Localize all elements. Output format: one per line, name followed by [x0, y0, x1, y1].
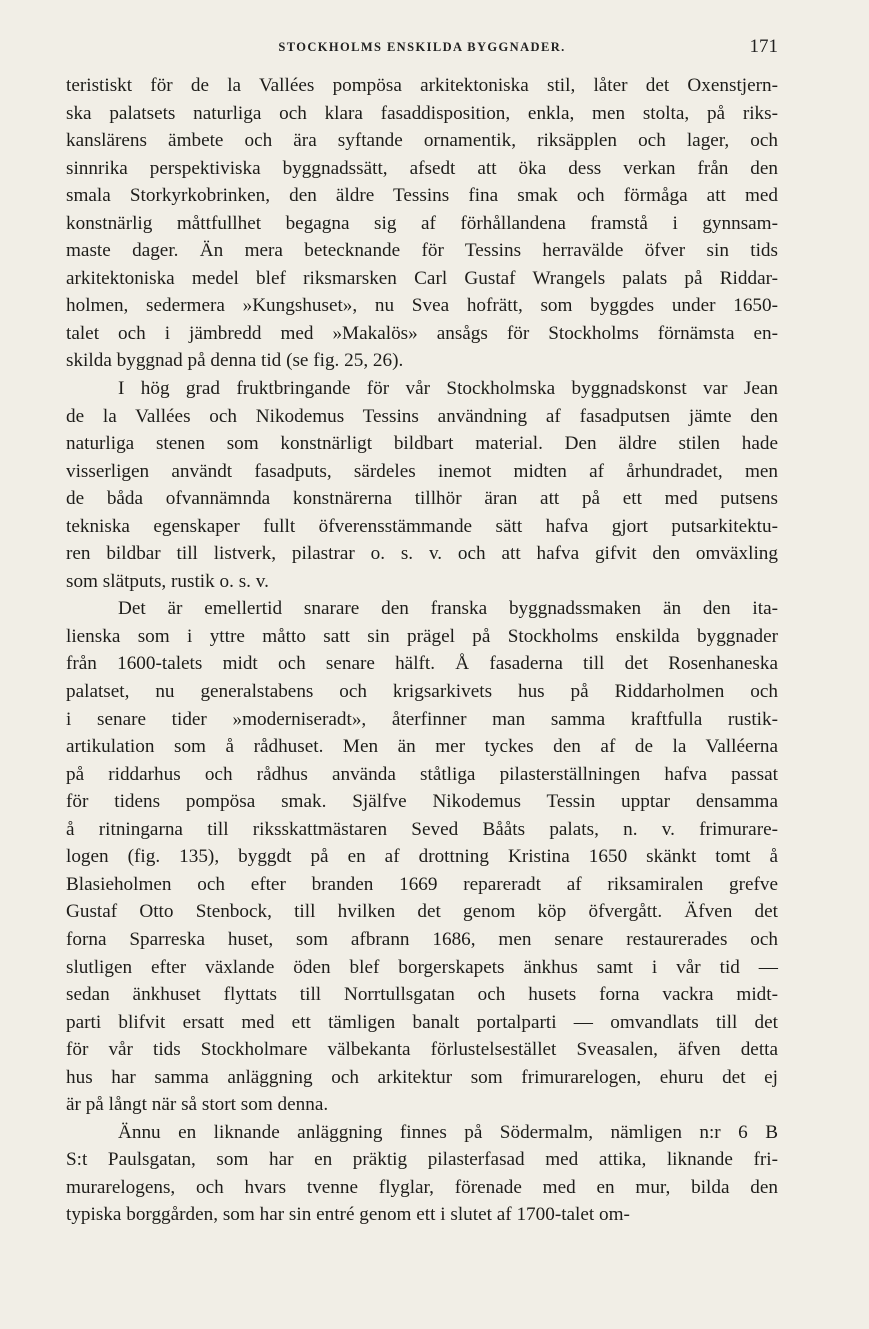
- text-line: I hög grad fruktbringande för vår Stockholmska byggnadskonst var Jean: [118, 378, 778, 400]
- text-line: lienska som i yttre måtto satt sin prägel på Stockholms enskilda byggnader: [66, 625, 778, 647]
- text-line: palatset, nu generalstabens och krigsarkivets hus på Riddarholmen och: [66, 681, 778, 703]
- running-title: STOCKHOLMS ENSKILDA BYGGNADER.: [278, 40, 566, 54]
- text-line: för tidens pompösa smak. Själfve Nikodemus Tessin upptar densamma: [66, 791, 778, 813]
- text-line: för vår tids Stockholmare välbekanta förlustelsestället Sveasalen, äfven detta: [66, 1039, 778, 1061]
- text-line: Gustaf Otto Stenbock, till hvilken det genom köp öfvergått. Äfven det: [66, 901, 778, 923]
- text-line: logen (fig. 135), byggdt på en af drottning Kristina 1650 skänkt tomt å: [66, 846, 778, 868]
- text-line: hus har samma anläggning och arkitektur som frimurarelogen, ehuru det ej: [66, 1066, 778, 1088]
- text-line: konstnärlig måttfullhet begagna sig af förhållandena framstå i gynnsam-: [66, 212, 778, 234]
- text-line: arkitektoniska medel blef riksmarsken Carl Gustaf Wrangels palats på Riddar-: [66, 267, 778, 289]
- text-line: Det är emellertid snarare den franska byggnadssmaken än den ita-: [118, 598, 778, 620]
- paragraph: [66, 72, 778, 375]
- text-line: som slätputs, rustik o. s. v.: [66, 570, 269, 592]
- text-line: de la Vallées och Nikodemus Tessins användning af fasadputsen jämte den: [66, 405, 778, 427]
- text-line: artikulation som å rådhuset. Men än mer tyckes den af de la Valléerna: [66, 736, 778, 758]
- text-line: smala Storkyrkobrinken, den äldre Tessins fina smak och förmåga att med: [66, 185, 778, 207]
- text-line: å ritningarna till riksskattmästaren Seved Bååts palats, n. v. frimurare-: [66, 818, 778, 840]
- text-line: Blasieholmen och efter branden 1669 repareradt af riksamiralen grefve: [66, 873, 778, 895]
- body-text: [66, 72, 778, 1229]
- paragraph: [66, 595, 778, 1118]
- text-line: på riddarhus och rådhus använda ståtliga pilasterställningen hafva passat: [66, 763, 778, 785]
- paragraph: [66, 375, 778, 595]
- text-line: från 1600-talets midt och senare hälft. Å fasaderna till det Rosenhaneska: [66, 653, 778, 675]
- text-line: holmen, sedermera »Kungshuset», nu Svea hofrätt, som byggdes under 1650-: [66, 295, 778, 317]
- text-line: murarelogens, och hvars tvenne flyglar, förenade med en mur, bilda den: [66, 1176, 778, 1198]
- text-line: visserligen användt fasadputs, särdeles inemot midten af århundradet, men: [66, 460, 778, 482]
- running-head: [66, 36, 778, 60]
- text-line: sedan änkhuset flyttats till Norrtullsgatan och husets forna vackra midt-: [66, 984, 778, 1006]
- page-number: 171: [749, 36, 778, 57]
- text-line: S:t Paulsgatan, som har en präktig pilasterfasad med attika, liknande fri-: [66, 1149, 778, 1171]
- text-line: parti blifvit ersatt med ett tämligen banalt portalparti — omvandlats till det: [66, 1011, 778, 1033]
- paragraph: [66, 1119, 778, 1229]
- text-line: sinnrika perspektiviska byggnadssätt, afsedt att öka dess verkan från den: [66, 157, 778, 179]
- text-line: Ännu en liknande anläggning finnes på Södermalm, nämligen n:r 6 B: [118, 1121, 778, 1143]
- text-line: skilda byggnad på denna tid (se fig. 25, 26).: [66, 350, 404, 372]
- text-line: ren bildbar till listverk, pilastrar o. s. v. och att hafva gifvit den omväxling: [66, 543, 778, 565]
- text-line: forna Sparreska huset, som afbrann 1686, men senare restaurerades och: [66, 928, 778, 950]
- text-line: slutligen efter växlande öden blef borgerskapets änkhus samt i vår tid —: [66, 956, 778, 978]
- text-line: tekniska egenskaper fullt öfverensstämmande sätt hafva gjort putsarkitektu-: [66, 515, 778, 537]
- text-line: kanslärens ämbete och ära syftande ornamentik, riksäpplen och lager, och: [66, 130, 778, 152]
- text-line: är på långt när så stort som denna.: [66, 1094, 329, 1116]
- text-line: ska palatsets naturliga och klara fasaddisposition, enkla, men stolta, på riks-: [66, 102, 778, 124]
- text-line: typiska borggården, som har sin entré genom ett i slutet af 1700-talet om-: [66, 1204, 630, 1226]
- text-line: naturliga stenen som konstnärligt bildbart material. Den äldre stilen hade: [66, 433, 778, 455]
- text-line: maste dager. Än mera betecknande för Tessins herravälde öfver sin tids: [66, 240, 778, 262]
- text-line: i senare tider »moderniseradt», återfinner man samma kraftfulla rustik-: [66, 708, 778, 730]
- text-line: teristiskt för de la Vallées pompösa arkitektoniska stil, låter det Oxenstjern-: [66, 75, 778, 96]
- text-line: talet och i jämbredd med »Makalös» ansågs för Stockholms förnämsta en-: [66, 322, 778, 344]
- text-line: de båda ofvannämnda konstnärerna tillhör äran att på ett med putsens: [66, 488, 778, 510]
